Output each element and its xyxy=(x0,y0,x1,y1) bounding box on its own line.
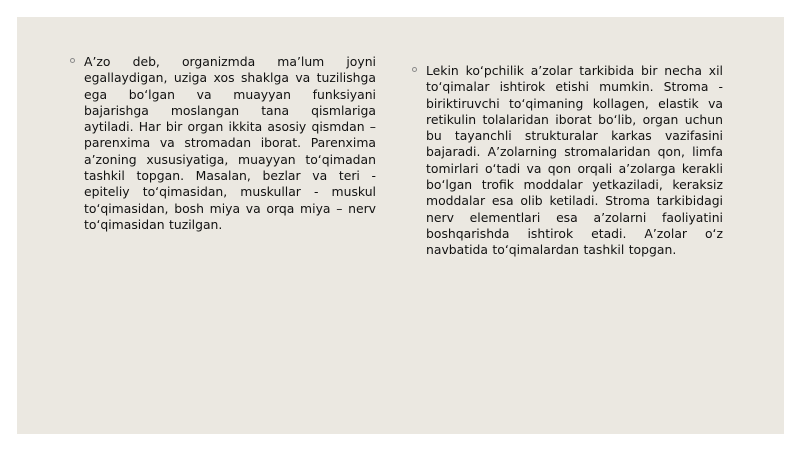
left-bullet-item xyxy=(70,54,376,233)
left-column xyxy=(70,54,376,233)
right-bullet-text: Lekin ko‘pchilik a’zolar tarkibida bir necha xil to‘qimalar ishtirok etishi mumkin. Stroma - biriktiruvchi to‘qimaning kollagen, elastik va retikulin tolalaridan iborat bo‘lib, organ uchun bu tayanchli strukturalar karkas vazifasini bajaradi. A’zolarning stromalaridan qon, limfa tomirlari o‘tadi va qon orqali a’zolarga kerakli bo‘lgan trofik moddalar yetkaziladi, keraksiz moddalar esa olib ketiladi. Stroma tarkibidagi nerv elementlari esa a’zolarni faoliyatini boshqarishda ishtirok etadi. A’zolar o‘z navbatida to‘qimalardan tashkil topgan. xyxy=(426,63,723,258)
hollow-circle-bullet-icon xyxy=(70,58,75,63)
right-bullet-item xyxy=(412,63,723,259)
hollow-circle-bullet-icon xyxy=(412,67,417,72)
slide xyxy=(17,17,784,434)
right-column xyxy=(412,63,723,259)
left-bullet-text: A’zo deb, organizmda ma’lum joyni egallaydigan, uziga xos shaklga va tuzilishga ega bo‘lgan va muayyan funksiyani bajarishga moslangan tana qismlariga aytiladi. Har bir organ ikkita asosiy qismdan – parenxima va stromadan iborat. Parenxima a’zoning xususiyatiga, muayyan to‘qimadan tashkil topgan. Masalan, bezlar va teri - epiteliy to‘qimasidan, muskullar - muskul to‘qimasidan, bosh miya va orqa miya – nerv to‘qimasidan tuzilgan. xyxy=(84,54,376,232)
